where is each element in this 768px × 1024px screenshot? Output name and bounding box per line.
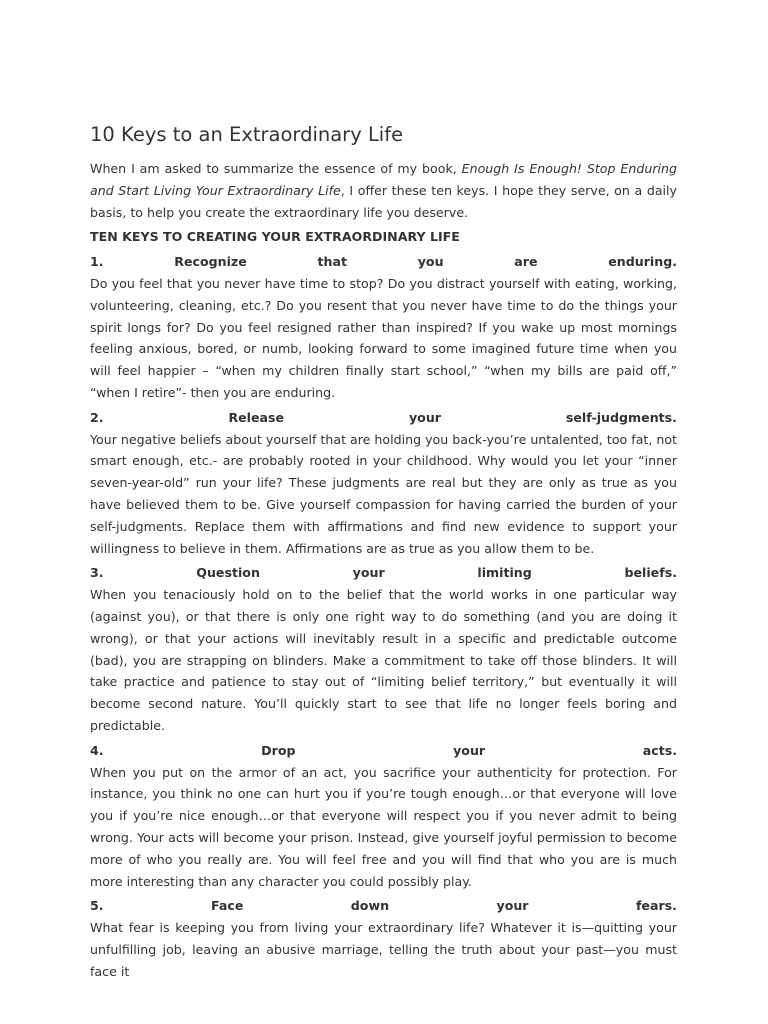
key-heading-word: limiting [477,565,532,581]
intro-paragraph [90,158,677,223]
key-item [90,740,677,893]
key-heading-word: self-judgments. [565,409,677,425]
key-heading-word: Drop [261,742,296,758]
key-heading [90,407,677,429]
document-page [90,120,677,985]
key-heading [90,562,677,584]
key-heading-word: Question [196,565,260,581]
key-item [90,251,677,404]
key-heading-word: 4. [90,742,104,758]
intro-text-after: , I offer these ten keys. I hope they serve, on a daily basis, to help you create the extraordinary life you deserve. [90,182,677,220]
key-heading-word: enduring. [608,254,677,270]
key-heading [90,251,677,273]
key-heading-word: down [350,898,390,914]
key-heading-word: Release [228,409,285,425]
key-heading-word: 2. [90,409,104,425]
key-heading-word: acts. [642,742,677,758]
key-heading-word: 1. [90,254,104,270]
key-body: When you tenaciously hold on to the belief that the world works in one particular way (against you), or that there is only one right way to do something (and you are doing it wrong), or that your actions will inevitably result in a specific and predictable outcome (bad), you are strapping on blinders. Make a commitment to take off those blinders. It will take practice and patience to stay out of “limiting belief territory,” but eventually it will become second nature. You’ll quickly start to see that life no longer feels boring and predictable. [90,587,677,733]
key-heading-word: 3. [90,565,104,581]
book-title: Enough Is Enough! Stop Enduring and Start Living Your Extraordinary Life [90,161,677,198]
key-item [90,895,677,982]
section-heading: TEN KEYS TO CREATING YOUR EXTRAORDINARY LIFE [90,229,460,245]
document-title: 10 Keys to an Extraordinary Life [90,123,404,146]
key-heading-word: you [417,254,444,270]
key-heading [90,895,677,917]
key-item [90,562,677,736]
key-heading-word: your [352,565,385,581]
key-heading-word: Face [210,898,244,914]
key-heading-word: 5. [90,898,104,914]
key-heading [90,740,677,762]
key-heading-word: that [317,254,348,270]
key-heading-word: your [453,742,486,758]
key-heading-word: your [496,898,529,914]
key-heading-word: beliefs. [624,565,677,581]
key-item [90,407,677,560]
key-body: Your negative beliefs about yourself that are holding you back-you’re untalented, too fat, not smart enough, etc.- are probably rooted in your childhood. Why would you let your “inner seven-year-old” run your life? These judgments are real but they are only as true as you have believed them to be. Give yourself compassion for having carried the burden of your self-judgments. Replace them with affirmations and find new evidence to support your willingness to believe in them. Affirmations are as true as you allow them to be. [90,431,677,556]
key-body: What fear is keeping you from living your extraordinary life? Whatever it is—quitting your unfulfilling job, leaving an abusive marriage, telling the truth about your past—you must face it [90,920,677,979]
key-heading-word: Recognize [174,254,247,270]
intro-text-before: When I am asked to summarize the essence of my book, [90,161,462,176]
key-heading-word: are [514,254,538,270]
key-body: When you put on the armor of an act, you sacrifice your authenticity for protection. For instance, you think no one can hurt you if you’re tough enough…or that everyone will love you if you’re nice enough…or that everyone will respect you if you never admit to being wrong. Your acts will become your prison. Instead, give yourself joyful permission to become more of who you really are. You will feel free and you will find that who you are is much more interesting than any character you could possibly play. [90,764,677,889]
key-heading-word: your [408,409,441,425]
key-body: Do you feel that you never have time to stop? Do you distract yourself with eating, working, volunteering, cleaning, etc.? Do you resent that you never have time to do the things your spirit longs for? Do you feel resigned rather than inspired? If you wake up most mornings feeling anxious, bored, or numb, looking forward to some imagined future time when you will feel happier – “when my children finally start school,” “when my bills are paid off,” “when I retire”- then you are enduring. [90,275,677,400]
key-heading-word: fears. [635,898,677,914]
